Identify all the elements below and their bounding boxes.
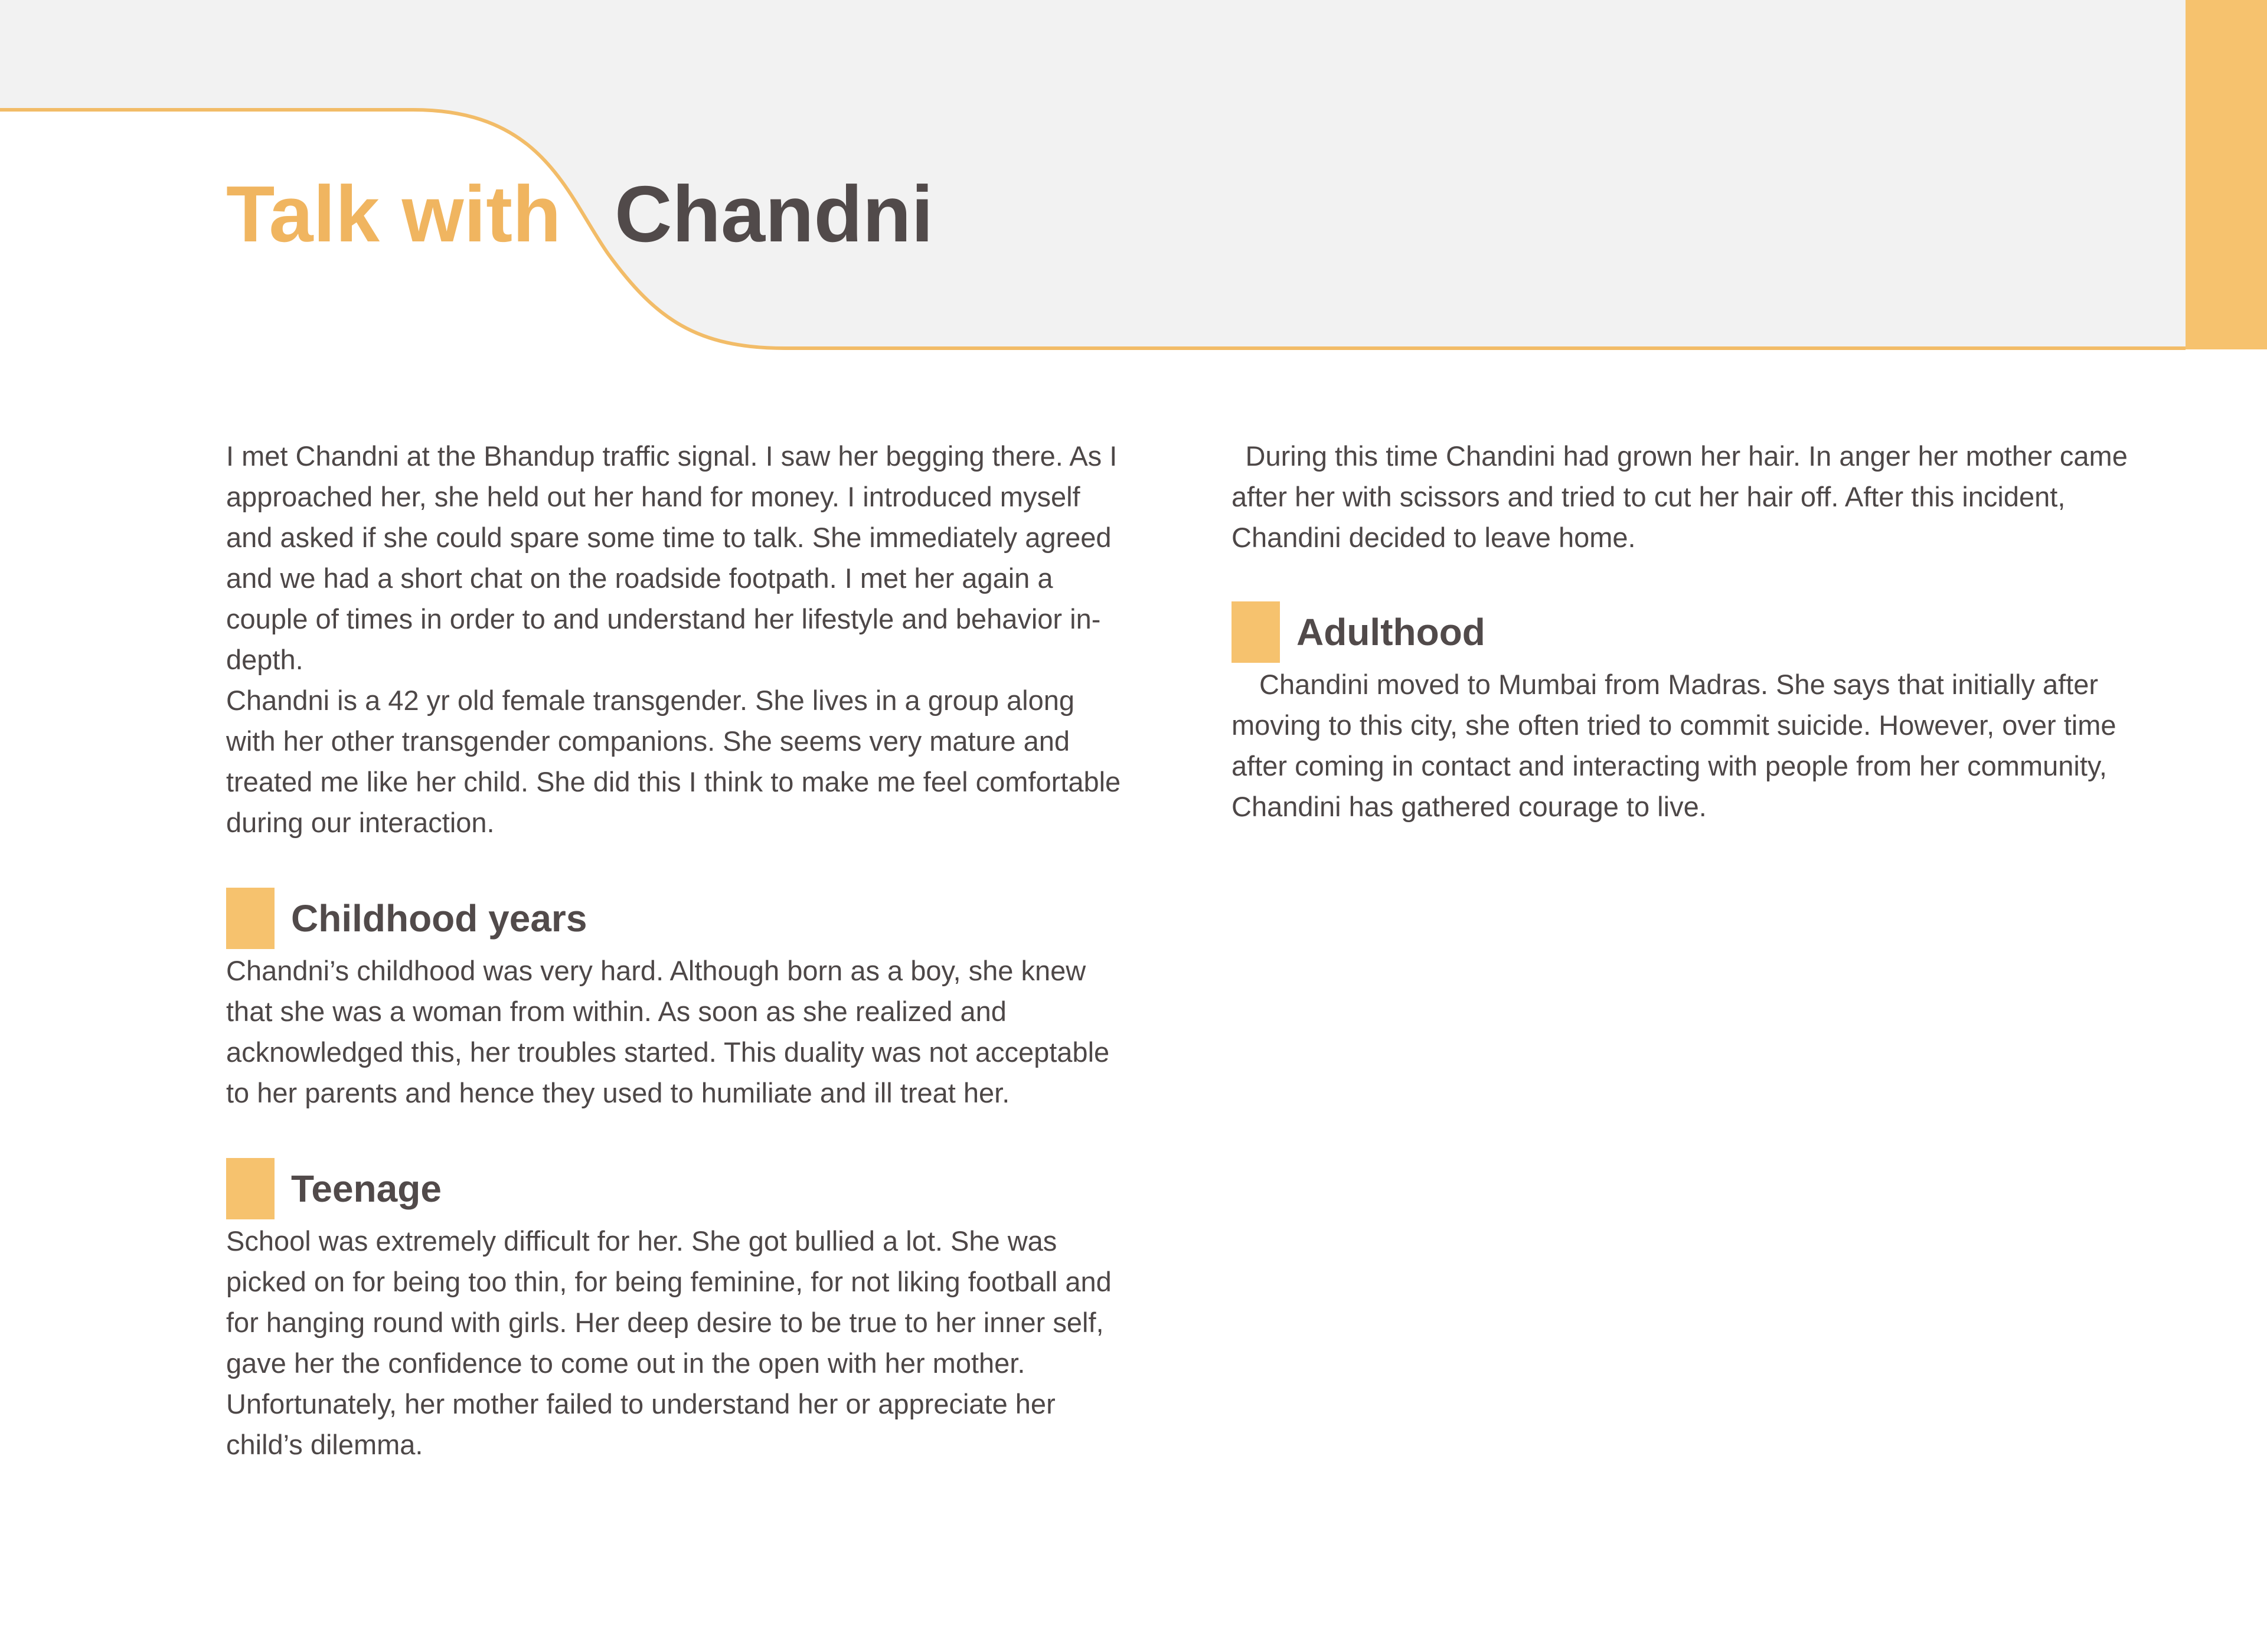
section-text: Chandni’s childhood was very hard. Although born as a boy, she knew that she was a woman from within. As soon as she realized and acknowledged this, her troubles started. This duality was not acceptable to her parents and hence they used to humiliate and ill treat her. xyxy=(226,955,1110,1108)
section-adulthood xyxy=(1232,601,2129,827)
heading-marker-icon xyxy=(1232,601,1280,663)
intro-paragraph-2: Chandni is a 42 yr old female transgender. She lives in a group along with her other transgender companions. She seems very mature and treated me like her child. She did this I think to make me feel comfortable during our interaction. xyxy=(226,685,1121,838)
section-heading xyxy=(1232,601,2129,663)
title-prefix: Talk with xyxy=(226,169,561,259)
continuation-paragraph: During this time Chandini had grown her hair. In anger her mother came after her with scissors and tried to cut her hair off. After this incident, Chandini decided to leave home. xyxy=(1232,440,2128,553)
heading-marker-icon xyxy=(226,1158,275,1219)
section-text: Chandini moved to Mumbai from Madras. She says that initially after moving to this city, she often tried to commit suicide. However, over time after coming in contact and interacting with people from her community, Chandini has gathered courage to live. xyxy=(1232,669,2116,822)
right-column xyxy=(1232,436,2129,827)
heading-marker-icon xyxy=(226,888,275,949)
section-childhood xyxy=(226,888,1123,1113)
left-column xyxy=(226,436,1123,1465)
section-teenage xyxy=(226,1158,1123,1465)
title-name: Chandni xyxy=(615,169,933,259)
section-text: School was extremely difficult for her. She got bullied a lot. She was picked on for being too thin, for being feminine, for not liking football and for hanging round with girls. Her deep desire to be true to her inner self, gave her the confidence to come out in the open with her mother. Unfortunately, her mother failed to understand her or appreciate her child’s dilemma. xyxy=(226,1225,1112,1460)
section-title: Teenage xyxy=(291,1167,442,1210)
side-accent-tab xyxy=(2186,0,2267,349)
section-title: Childhood years xyxy=(291,897,587,940)
section-heading xyxy=(226,888,1123,949)
section-title: Adulthood xyxy=(1296,611,1485,653)
section-heading xyxy=(226,1158,1123,1219)
intro-paragraph: I met Chandni at the Bhandup traffic signal. I saw her begging there. As I approached her, she held out her hand for money. I introduced myself and asked if she could spare some time to talk. She immediately agreed and we had a short chat on the roadside footpath. I met her again a couple of times in order to and understand her lifestyle and behavior in-depth. xyxy=(226,440,1118,675)
